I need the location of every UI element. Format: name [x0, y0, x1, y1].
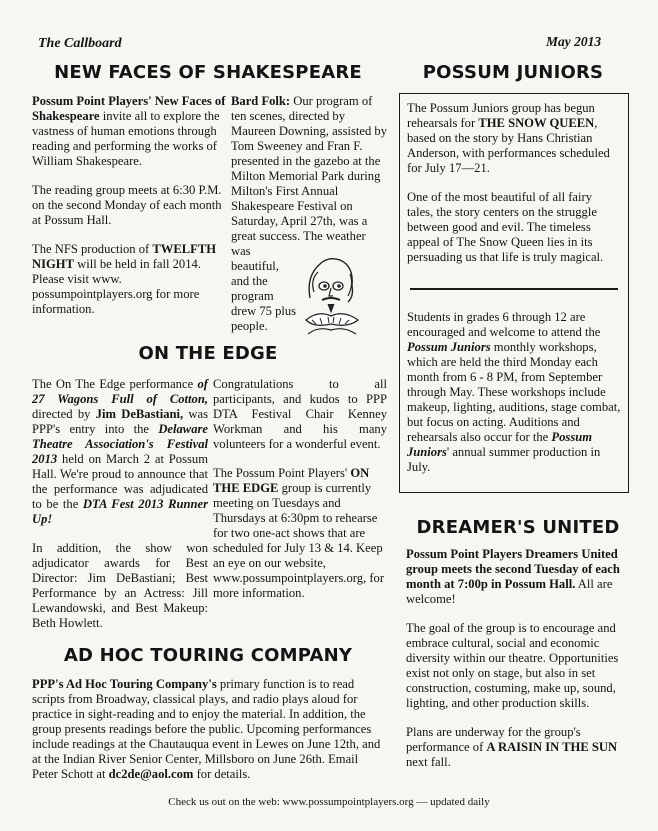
juniors-workshops [407, 310, 621, 489]
juniors-box-content [407, 101, 621, 279]
edge-p1-a: The On The Edge performance [32, 377, 198, 391]
dreamers-heading: DREAMER'S UNITED [416, 517, 620, 538]
raisin-title: A RAISIN IN THE SUN [486, 740, 618, 754]
juniors-heading: POSSUM JUNIORS [422, 62, 604, 83]
edge-group-name: ON THE EDGE [213, 466, 370, 495]
edge-p1-c: directed by [32, 407, 96, 421]
dreamers-goal: The goal of the group is to encourage and embrace cultural, social and economic diversity within our theatre. Opportunities exist not only on stage, but also in set construction, costuming, make up, sound, lighting, and other production skills. [406, 621, 619, 710]
adhoc-tail: for details. [193, 767, 251, 781]
newsletter-name: The Callboard [38, 36, 122, 51]
bard-folk-tail: beautiful, and the program drew 75 plus people. [231, 259, 297, 333]
edge-heading: ON THE EDGE [138, 343, 278, 364]
edge-congrats: Congratulations to all participants, and kudos to PPP DTA Festival Chair Kenney Workman and his many volunteers for a wonderful event. [213, 377, 387, 451]
nfs-prod-post: will be held in fall 2014. Please visit www. possumpointplayers.org for more information. [32, 257, 201, 316]
nfs-intro: invite all to explore the vastness of human emotions through reading and performing the works of William Shakespeare. [32, 109, 220, 168]
edge-col1 [32, 377, 208, 645]
festival-name: Delaware Theatre Association's Festival 2013 [32, 422, 208, 466]
bard-folk-label: Bard Folk: [231, 94, 291, 108]
shakespeare-col1 [32, 94, 228, 331]
edge-col2 [213, 377, 387, 615]
juniors-box [399, 93, 629, 493]
juniors-p3-e: ' annual summer production in July. [407, 445, 601, 474]
runner-up: DTA Fest 2013 Runner Up! [32, 497, 208, 526]
nfs-prod-pre: The NFS production of [32, 242, 153, 256]
footer-text: Check us out on the web: www.possumpointplayers.org — updated daily [168, 796, 490, 808]
shakespeare-heading: NEW FACES OF SHAKESPEARE [54, 62, 362, 83]
adhoc-heading: AD HOC TOURING COMPANY [63, 645, 353, 666]
dreamers-body [406, 547, 632, 784]
juniors-p3-a: Students in grades 6 through 12 are encouraged and welcome to attend the [407, 310, 601, 339]
juniors-p1-c: , based on the story by Hans Christian Anderson, with performances scheduled for July 17—21. [407, 116, 610, 175]
dreamers-meeting: Possum Point Players Dreamers United group meets the second Tuesday of each month at 7:00p in Possum Hall. [406, 547, 620, 591]
edge-p2-c: group is currently meeting on Tuesdays and Thursdays at 6:30pm to rehearse for two one-act shows that are scheduled for July 13 & 14. Keep an eye on our website, www.possumpointplayers.org, for more information. [213, 481, 385, 600]
adhoc-body [32, 677, 387, 782]
juniors-story: One of the most beautiful of all fairy tales, the story centers on the struggle between good and evil. The timeless appeal of The Snow Queen lies in its persuading us that life is truly magical. [407, 190, 604, 264]
juniors-p1-a: The Possum Juniors group has begun rehearsals for [407, 101, 595, 130]
dreamers-p3-a: Plans are underway for the group's performance of [406, 725, 581, 754]
adhoc-text: primary function is to read scripts from Broadway, classical plays, and radio plays aloud for practice in sight-reading and to enjoy the material. In addition, the group presents readings before the public. Upcoming performances include readings at the Chautauqua event in Lewes on June 12th, and at the Indian River Senior Center, Millsboro on June 26th. Email Peter Schott at [32, 677, 381, 781]
edge-p2-a: The Possum Point Players' [213, 466, 351, 480]
play-title: of 27 Wagons Full of Cotton, [32, 377, 208, 406]
contact-email[interactable]: dc2de@aol.com [108, 767, 194, 781]
twelfth-night: TWELFTH NIGHT [32, 242, 217, 271]
edge-p1-e: was PPP's entry into the [32, 407, 209, 436]
edge-awards: In addition, the show won adjudicator awards for Best Director: Jim DeBastiani; Best Performance by an Actress: Jill Lewandowski, and Best Makeup: Beth Howlett. [32, 541, 208, 630]
issue-date: May 2013 [546, 34, 602, 49]
adhoc-name: PPP's Ad Hoc Touring Company's [32, 677, 217, 691]
juniors-p3-c: monthly workshops, which are held the third Monday each month from 6 - 8 PM, from September through May. These workshops include makeup, lighting, auditions, stage combat, but focus on acting. Auditions and rehearsals also occur for the [407, 340, 621, 444]
shakespeare-portrait-image [298, 250, 364, 336]
section-divider [410, 288, 618, 290]
juniors-name-1: Possum Juniors [407, 340, 491, 354]
edge-p1-g: held on March 2 at Possum Hall. We're proud to announce that the performance was adjudicated to be the [32, 452, 208, 511]
snow-queen: THE SNOW QUEEN [478, 116, 595, 130]
bard-folk-text: Our program of ten scenes, directed by Maureen Downing, assisted by Tom Sweeney and Fran F. presented in the gazebo at the Milton Memorial Park during Milton's First Annual Shakespeare Festival on Saturday, April 27th, was a great success. The weather was [231, 94, 387, 258]
nfs-meeting: The reading group meets at 6:30 P.M. on the second Monday of each month at Possum Hall. [32, 183, 222, 227]
nfs-name: Possum Point Players' New Faces of Shakespeare [32, 94, 226, 123]
dreamers-welcome: All are welcome! [406, 577, 613, 606]
director-name: Jim DeBastiani, [95, 407, 184, 421]
juniors-name-2: Possum Juniors [407, 430, 593, 459]
dreamers-p3-c: next fall. [406, 755, 451, 769]
